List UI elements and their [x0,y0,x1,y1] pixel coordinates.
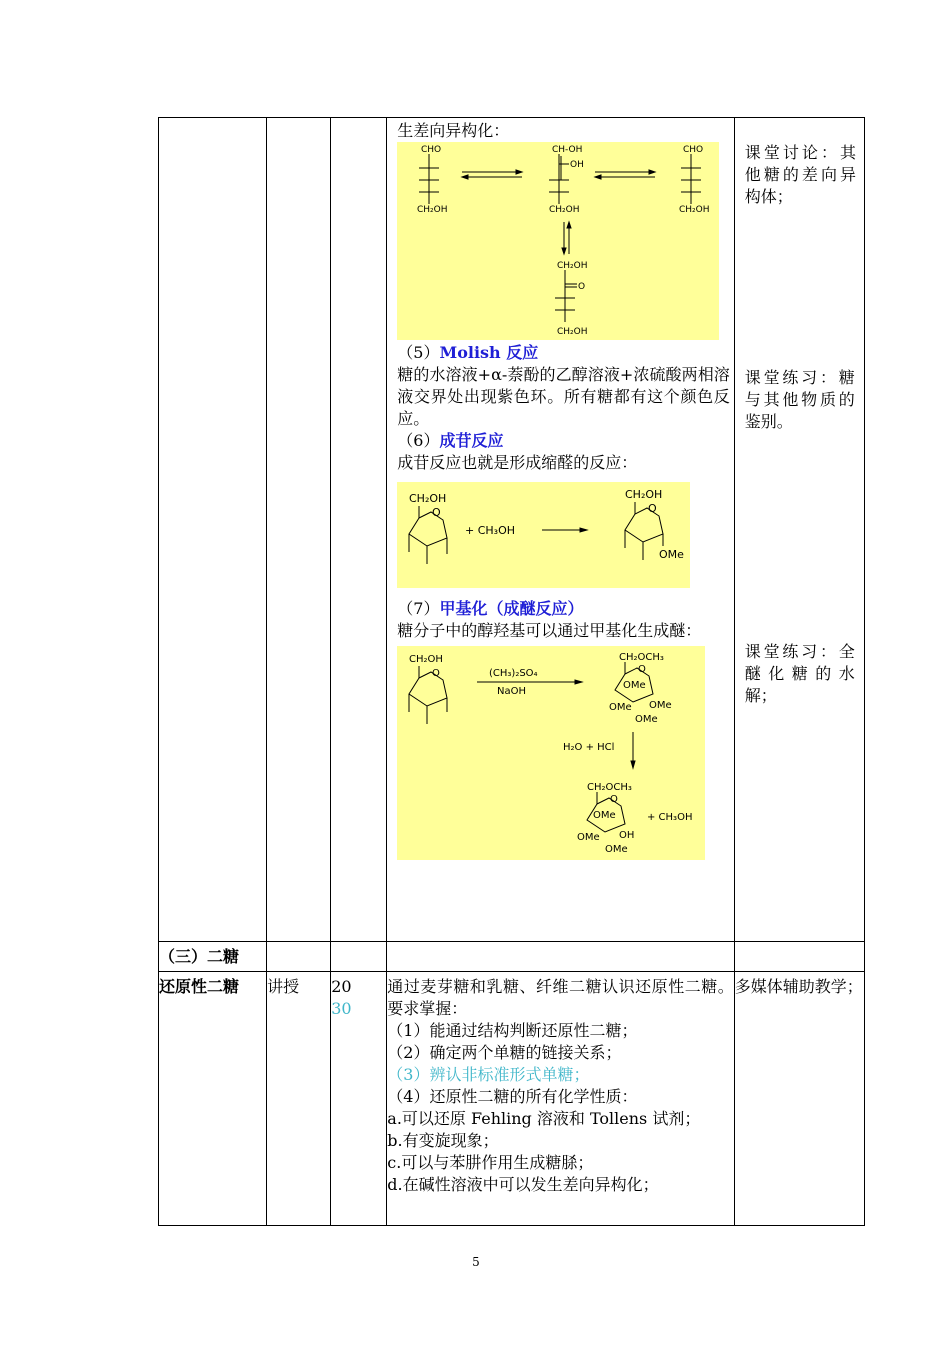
structure-label: CHO [683,145,704,155]
glycoside-body: 成苷反应也就是形成缩醛的反应： [397,453,638,472]
structure-label: (CH₃)₂SO₄ [489,668,538,679]
table-row [159,118,865,942]
section-methylation: （7）甲基化（成醚反应） [397,599,584,618]
time-value-alt: 30 [331,999,352,1018]
structure-label: OMe [577,832,600,843]
time-cell [331,972,387,1226]
structure-label: O [648,502,657,515]
table-row [159,972,865,1226]
lesson-plan-table [158,117,865,1226]
structure-label: H₂O + HCl [563,742,615,753]
structure-label: O [610,794,619,805]
structure-label: CHO [421,145,442,155]
content-cell [387,972,734,1226]
structure-label: NaOH [497,686,527,697]
structure-label: O [432,506,441,519]
structure-label: + CH₃OH [465,524,516,537]
table-row [159,942,865,972]
disaccharide-intro: 通过麦芽糖和乳糖、纤维二糖认识还原性二糖。要求掌握： [387,977,734,1018]
list-item: （2）确定两个单糖的链接关系； [387,1043,622,1062]
activity-cell [734,118,864,942]
section-title: 甲基化（成醚反应） [439,599,584,618]
list-item: d.在碱性溶液中可以发生差向异构化； [387,1175,659,1194]
structure-label: + CH₃OH [647,812,693,823]
list-item: b.有变旋现象； [387,1131,499,1150]
time-value: 20 [331,977,352,996]
structure-label: OMe [593,810,616,821]
list-item: （4）还原性二糖的所有化学性质： [387,1087,638,1106]
section-molish: （5）Molish 反应 [397,343,539,362]
structure-label: CH₂OH [417,205,448,215]
structure-label: O [432,668,441,679]
section-title: 成苷反应 [439,431,504,450]
structure-label: CH₂OH [625,488,663,501]
structure-label: OMe [635,714,658,725]
list-item: （1）能通过结构判断还原性二糖； [387,1021,638,1040]
structure-label: CH₂OH [557,261,588,271]
method-cell: 讲授 [267,972,331,1226]
list-item: c.可以与苯肼作用生成糖脎； [387,1153,594,1172]
methylation-diagram [397,646,705,860]
topic-cell: 还原性二糖 [159,972,267,1226]
structure-label: OMe [649,700,672,711]
list-item: （3）辨认非标准形式单糖； [387,1065,590,1084]
activity-identification: 课堂练习：糖与其他物质的鉴别。 [744,368,855,431]
activity-discussion: 课堂讨论：其他糖的差向异构体； [744,143,856,206]
structure-label: OMe [609,702,632,713]
structure-label: O [578,282,586,292]
activity-cell: 多媒体辅助教学； [734,972,864,1226]
structure-label: CH₂OH [557,327,588,337]
epimerization-intro: 生差向异构化： [397,121,510,140]
structure-label: O [638,664,647,675]
molish-body: 糖的水溶液+α-萘酚的乙醇溶液+浓硫酸两相溶液交界处出现紫色环。所有糖都有这个颜色反应。 [397,365,730,428]
glycoside-diagram [397,482,690,588]
section-label: （三）二糖 [159,942,267,972]
section-title: Molish 反应 [439,343,539,362]
structure-label: OMe [623,680,646,691]
structure-label: OH [619,830,635,841]
structure-label: CH₂OCH₃ [619,652,665,663]
page-number: 5 [472,1255,480,1269]
structure-label: CH₂OH [549,205,580,215]
structure-label: OMe [605,844,628,855]
section-glycoside: （6）成苷反应 [397,431,504,450]
structure-label: CH₂OH [679,205,710,215]
activity-hydrolysis: 课堂练习：全醚化糖的水解； [744,642,855,705]
structure-label: OH [570,160,585,170]
structure-label: CH₂OH [409,654,444,665]
list-item: a.可以还原 Fehling 溶液和 Tollens 试剂； [387,1109,701,1128]
methylation-body: 糖分子中的醇羟基可以通过甲基化生成醚： [397,621,702,640]
content-cell [387,118,734,942]
structure-label: OMe [659,548,685,561]
structure-label: CH₂OH [409,492,447,505]
structure-label: CH-OH [552,145,583,155]
epimerization-diagram [397,142,719,340]
structure-label: CH₂OCH₃ [587,782,633,793]
